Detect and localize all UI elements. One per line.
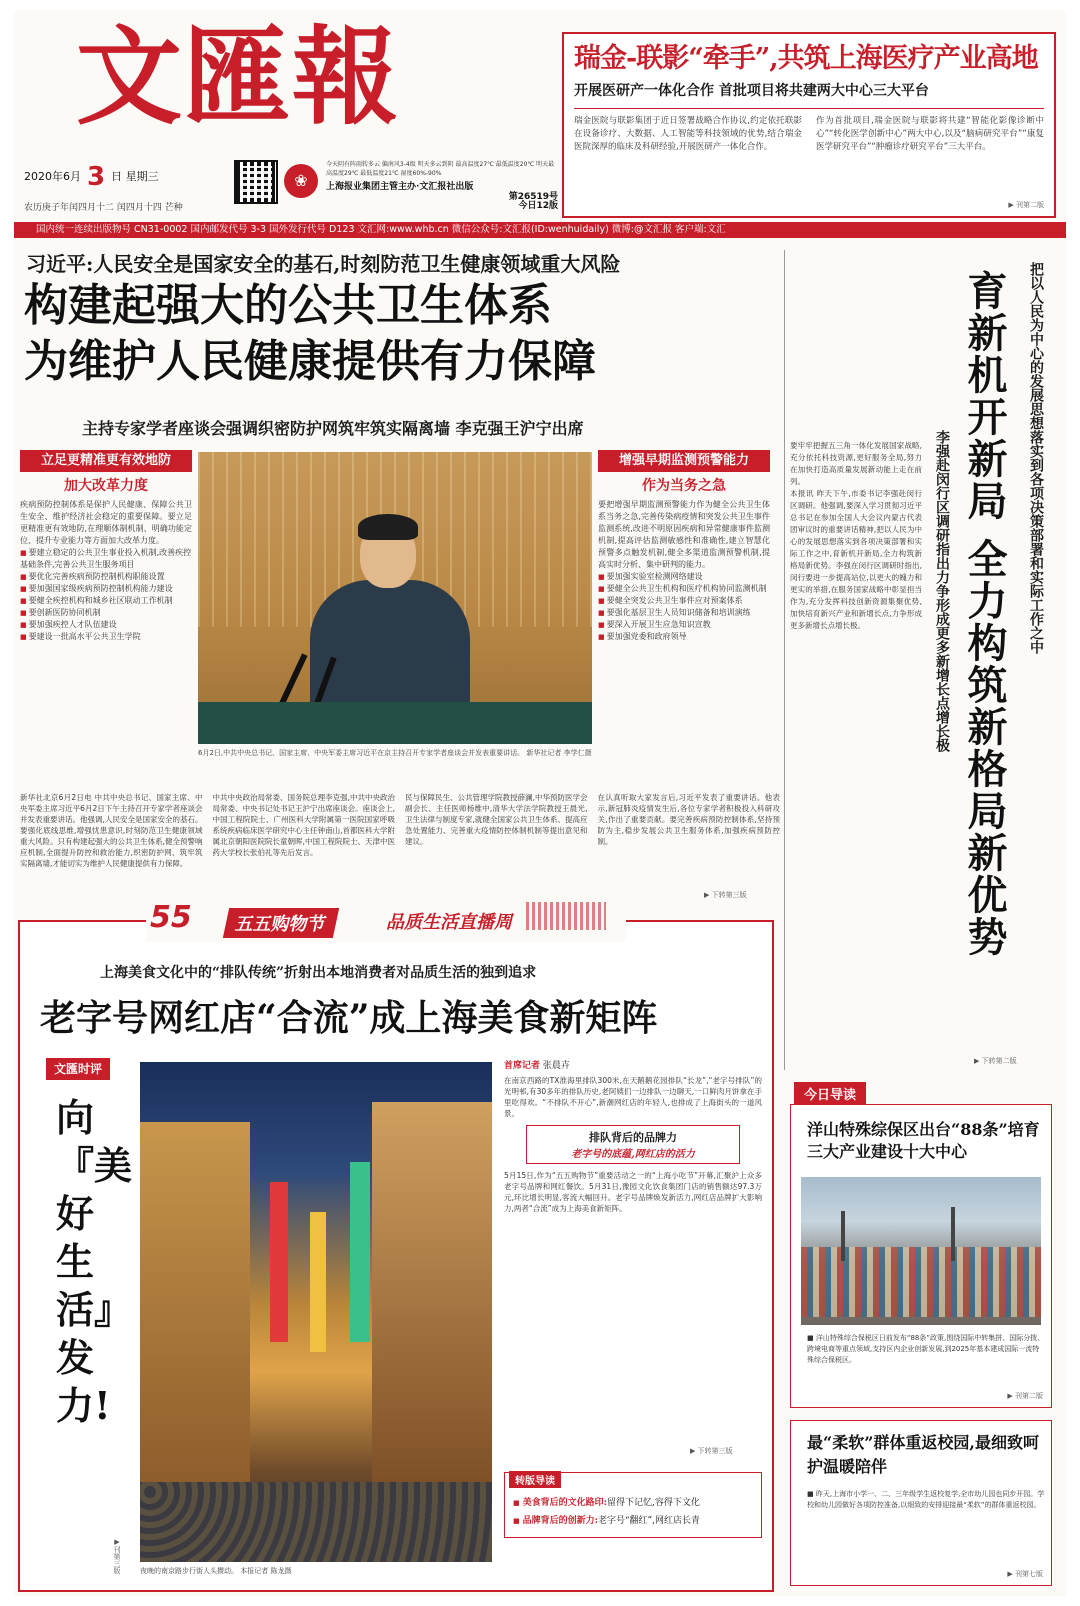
festival-sublabel: 品质生活直播周 [386,912,512,933]
list-item: ■ 要加强疾控人才队伍建设 [20,619,192,631]
right-story-continue-link[interactable]: ▶ 下转第二版 [974,1057,1017,1065]
list-item: ■ 要健全突发公共卫生事件应对预案体系 [598,595,770,607]
top-promo-box[interactable] [562,32,1056,218]
promo-headline[interactable]: 瑞金-联影“牵手”,共筑上海医疗产业高地 [574,43,1038,74]
masthead [14,10,1066,232]
today-continue-link-2[interactable]: ▶ 刊第七版 [1007,1570,1043,1578]
shopping-festival-feature [18,900,774,1592]
guide-badge: 转版导读 [509,1471,561,1488]
guide-link-text: 留得下记忆,容得下文化 [606,1498,700,1508]
sidebar-left-reform [20,450,192,780]
today-guide [786,1082,1062,1592]
lead-photo[interactable] [198,452,592,744]
nanjing-road-photo[interactable] [140,1062,492,1562]
publication-info-bar: 国内统一连续出版物号 CN31-0002 国内邮发代号 3-3 国外发行代号 D123 文汇网:www.whb.cn 微信公众号:文汇报(ID:wenhuidaily) 微博:@文汇报 客户端:文汇 [14,222,1066,238]
crane-icon [951,1207,955,1261]
crane-icon [841,1211,845,1261]
weather-text: 今天阴有阵雨转多云 偏南风3-4级 明天多云到阴 最高温度27℃ 最低温度20℃ 明天最高温度29℃ 最低温度21℃ 湿度60%-90% [326,161,555,177]
festival-banner [146,900,626,942]
page-turn-guide [504,1472,762,1538]
feature-body-part-2: 5月15日,作为“五五购物节”重要活动之一的“上海小吃节”开幕,汇聚沪上众多老字号品牌和网红餐饮。5月31日,豫园文化饮食集团门店的销售额达97.3万元,环比增长明显,客流大幅回升。老字号品牌焕发新活力,网红店品牌扩大影响力,两者“合流”成为上海美食新矩阵。 [504,1171,762,1213]
promo-text-col-1: 瑞金医院与联影集团于近日签署战略合作协议,约定依托联影在设备诊疗、大数据、人工智能等科技领域的优势,结合瑞金医院深厚的临床及科研经验,开展医研产一体化合作。 [574,116,802,152]
today-continue-link-1[interactable]: ▶ 刊第二版 [1007,1392,1043,1400]
today-guide-badge: 今日导读 [794,1082,866,1105]
guide-link-text: 老字号“翻红”,网红店长青 [597,1516,701,1526]
feature-kicker: 上海美食文化中的“排队传统”折射出本地消费者对品质生活的独到追求 [100,965,537,981]
feature-inset [526,1125,740,1164]
side-left-list [20,547,192,643]
city-skyline-icon [526,902,606,930]
feature-headline[interactable]: 老字号网红店“合流”成上海美食新矩阵 [40,997,658,1039]
today-headline-1[interactable]: 洋山特殊综保区出台“88条”培育三大产业建设十大中心 [807,1120,1040,1161]
photo-neon-sign [350,1162,370,1342]
right-story-intro: 要牢牢把握五三角一体化发展国家战略,充分依托科技资源,更好服务全局,努力在加快打造高质量发展新动能上走在前列。 [790,441,922,486]
street-photo-caption: 夜晚的南京路步行街人头攒动。 本报记者 陈龙摄 [140,1567,292,1575]
publication-info [326,160,558,211]
newspaper-emblem-icon: ❀ [284,164,318,198]
side-right-body: 要把增强早期监测预警能力作为健全公共卫生体系当务之急,完善传染病疫情和突发公共卫生事件监测系统,改进不明原因疾病和异常健康事件监测机制,提高评估监测敏感性和准确性,建立智慧化预警多点触发机制,健全多渠道监测预警机制,提高实时分析、集中研判的能力。 [598,500,770,569]
today-headline-2[interactable]: 最“柔软”群体重返校园,最细致呵护温暖陪伴 [807,1433,1039,1476]
today-item-yangshan[interactable] [790,1104,1052,1408]
byline-role: 首席记者 [504,1061,541,1071]
list-item: ■ 要建立稳定的公共卫生事业投入机制,改善疾控基础条件,完善公共卫生服务项目 [20,547,192,571]
lead-headline-line-2: 为维护人民健康提供有力保障 [24,336,596,387]
lead-deck: 主持专家学者座谈会强调织密防护网筑牢筑实隔离墙 李克强王沪宁出席 [82,419,584,438]
feature-inset-title: 排队背后的品牌力 [589,1131,677,1144]
photo-neon-sign [310,1212,326,1352]
feature-byline [504,1058,762,1071]
newspaper-logo[interactable]: 文匯報 [76,14,400,139]
right-story-kicker: 把以人民为中心的发展思想落实到各项决策部署和实际工作之中 [1028,262,1044,654]
promo-text-col-2: 作为首批项目,瑞金医院与联影将共建“智能化影像诊断中心”“转化医学创新中心”两大中心,以及“脑病研究平台”“康复医学研究平台”“肿瘤诊疗研究平台”三大平台。 [816,116,1044,152]
today-text-1: ■ 洋山特殊综合保税区日前发布“88条”政策,围绕国际中转集拼、国际分拨、跨境电商等重点领域,支持区内企业创新发展,到2025年基本建成国际一流特殊综合保税区。 [807,1334,1045,1364]
promo-subheadline: 开展医研产一体化合作 首批项目将共建两大中心三大平台 [574,83,929,99]
guide-link-label: 品牌背后的创新力: [522,1516,598,1526]
commentary-title[interactable]: 向『美好生活』发力! [56,1095,133,1428]
newspaper-page [14,10,1066,1596]
list-item: ■ 要强化基层卫生人员知识储备和培训演练 [598,607,770,619]
lead-article-body [20,792,780,892]
sidebar-right-warning [598,450,770,780]
lead-body-col-1: 新华社北京6月2日电 中共中央总书记、国家主席、中央军委主席习近平6月2日下午主持召开专家学者座谈会并发表重要讲话。他强调,人民安全是国家安全的基石。要强化底线思维,增强忧患意识,时刻防范卫生健康领域重大风险。只有构建起强大的公共卫生体系,健全预警响应机制,全面提升防控和救治能力,织密防护网、筑牢筑实隔离墙,才能切实为维护人民健康提供有力保障。 [20,793,203,868]
photo-figure-hair [358,514,418,540]
lead-headline-line-1: 构建起强大的公共卫生体系 [24,280,552,331]
photo-neon-sign [270,1182,288,1342]
column-divider [784,250,785,1070]
right-story-text: 本报讯 昨天下午,市委书记李强赴闵行区调研。他强调,要深入学习贯彻习近平总书记在参加全国人大会议内蒙古代表团审议时的重要讲话精神,把以人民为中心的发展思想落实到各项决策部署和实际工作之中,育新机开新局,全力构筑新格局新优势。李强在闵行区调研时指出,闵行要进一步提高站位,以更大的魄力和更实的举措,在服务国家战略中彰显担当作为,充分发挥科技创新资源集聚优势,加快培育新兴产业和新增长点,力争形成更多新增长点增长极。 [790,489,922,630]
byline-author: 张晨卉 [542,1061,570,1071]
side-right-subtitle: 作为当务之急 [642,478,726,494]
list-item: ■ 要健全疾控机构和城乡社区联动工作机制 [20,595,192,607]
microphone-icon [278,653,307,706]
guide-link-label: 美食背后的文化路印: [522,1498,607,1508]
feature-continue-link[interactable]: ▶ 下转第三版 [690,1447,733,1455]
list-item: ■ 要加强实验室检测网络建设 [598,571,770,583]
date-day: 3 [87,162,106,192]
right-story-body [790,440,922,1050]
promo-columns [574,115,1044,154]
lead-body-col-4: 在认真听取大家发言后,习近平发表了重要讲话。他表示,新冠肺炎疫情发生后,各位专家学者积极投入科研攻关,作出了重要贡献。要完善疾病预防控制体系,坚持预防为主,稳步发展公共卫生服务体系,加强疾病预防控制。 [597,793,780,846]
promo-continue-link[interactable]: ▶ 刊第二版 [1008,201,1044,209]
lead-body-col-3: 民与保障民生、公共管理学院教授薛澜,中华预防医学会副会长、主任医师杨维中,清华大学法学院教授王晨光,卫生法律与制度专家,就健全国家公共卫生体系、提高应急处置能力、完善重大疫情防控体制机制等提出意见和建议。 [405,793,588,846]
list-item: ■ 要优化完善疾病预防控制机构职能设置 [20,571,192,583]
feature-body-part-1: 在南京西路的TX淮海里排队300米,在天鹅鹅花园排队“长龙”,“老字号排队”的光明邨,有30多年的排队历史,老阿姨们一边排队一边聊天,一口鲜肉月饼拿在手里吃得欢。“不排队不开心”,新潮网红店的年轻人,也排成了上海街头的一道风景。 [504,1076,762,1118]
date-prefix: 2020年6月 [24,170,81,183]
qr-code-icon[interactable] [234,160,278,204]
photo-crowd [140,1482,492,1562]
port-photo[interactable] [801,1177,1041,1325]
list-item: ■ 要加强国家级疾病预防控制机构能力建设 [20,583,192,595]
right-story-deck: 李强赴闵行区调研指出力争形成更多新增长点增长极 [934,430,950,752]
promo-divider [574,108,1044,109]
list-item: ■ 要建设一批高水平公共卫生学院 [20,631,192,643]
festival-55-logo: 55 [150,900,192,935]
photo-building-left [140,1122,250,1502]
photo-container-stacks [801,1247,1041,1317]
publisher-text: 上海报业集团主管主办·文汇报社出版 [326,182,474,192]
today-item-school[interactable] [790,1420,1052,1586]
festival-label: 五五购物节 [223,908,339,938]
commentary-column[interactable] [42,1054,132,1574]
feature-article-body [504,1058,762,1214]
commentary-continue-link[interactable]: ▶刊第三版 [113,1538,121,1574]
list-item: ■ 要健全公共卫生机构和医疗机构协同监测机制 [598,583,770,595]
list-item: ■ 要创新医防协同机制 [20,607,192,619]
commentary-badge: 文匯时评 [46,1058,110,1080]
lead-continue-link[interactable]: ▶ 下转第三版 [704,891,747,899]
list-item: ■ 要深入开展卫生应急知识宣教 [598,619,770,631]
issue-number: 第26519号 [508,192,558,202]
side-left-body: 疾病预防控制体系是保护人民健康、保障公共卫生安全、维护经济社会稳定的重要保障。要立足更精准更有效地防,在理顺体制机制、明确功能定位、提升专业能力等方面加大改革力度。 [20,500,192,545]
side-right-title: 增强早期监测预警能力 [598,450,770,472]
photo-building-right [372,1102,492,1502]
lead-headline[interactable] [24,278,784,390]
side-left-title: 立足更精准更有效地防 [20,450,192,472]
today-text-2: ■ 昨天,上海市小学一、二、三年级学生返校复学,全市幼儿园也同步开园。学校和幼儿园做好各项防控准备,以细致的安排迎接最“柔软”的群体重返校园。 [807,1490,1045,1509]
list-item: ■ 要加强党委和政府领导 [598,631,770,643]
photo-table [198,702,592,744]
feature-inset-subtitle: 老字号的底蕴,网红店的活力 [571,1149,695,1160]
side-left-subtitle: 加大改革力度 [64,478,148,494]
lead-photo-caption: 6月2日,中共中央总书记、国家主席、中央军委主席习近平在京主持召开专家学者座谈会并发表重要讲话。 新华社记者 李学仁摄 [198,749,592,757]
right-story-headline[interactable]: 育新机开新局 全力构筑新格局新优势 [961,270,1008,958]
date-suffix: 日 星期三 [111,170,159,183]
dateline [24,162,214,213]
guide-link-innovation[interactable] [513,1513,700,1526]
guide-link-culture[interactable] [513,1495,700,1508]
page-count: 今日12版 [518,201,558,211]
lead-kicker: 习近平:人民安全是国家安全的基石,时刻防范卫生健康领域重大风险 [26,252,621,276]
lead-body-col-2: 中共中央政治局常委、国务院总理李克强,中共中央政治局常委、中央书记处书记王沪宁出席座谈会。座谈会上,中国工程院院士、广州医科大学附属第一医院国家呼吸系统疾病临床医学研究中心主任钟南山,首都医科大学附属北京朝阳医院院长童朝晖,中国工程院院士、天津中医药大学校长张伯礼等先后发言。 [212,793,395,857]
side-right-list [598,571,770,643]
lunar-date: 农历庚子年闰四月十二 闰四月十四 芒种 [24,203,183,213]
